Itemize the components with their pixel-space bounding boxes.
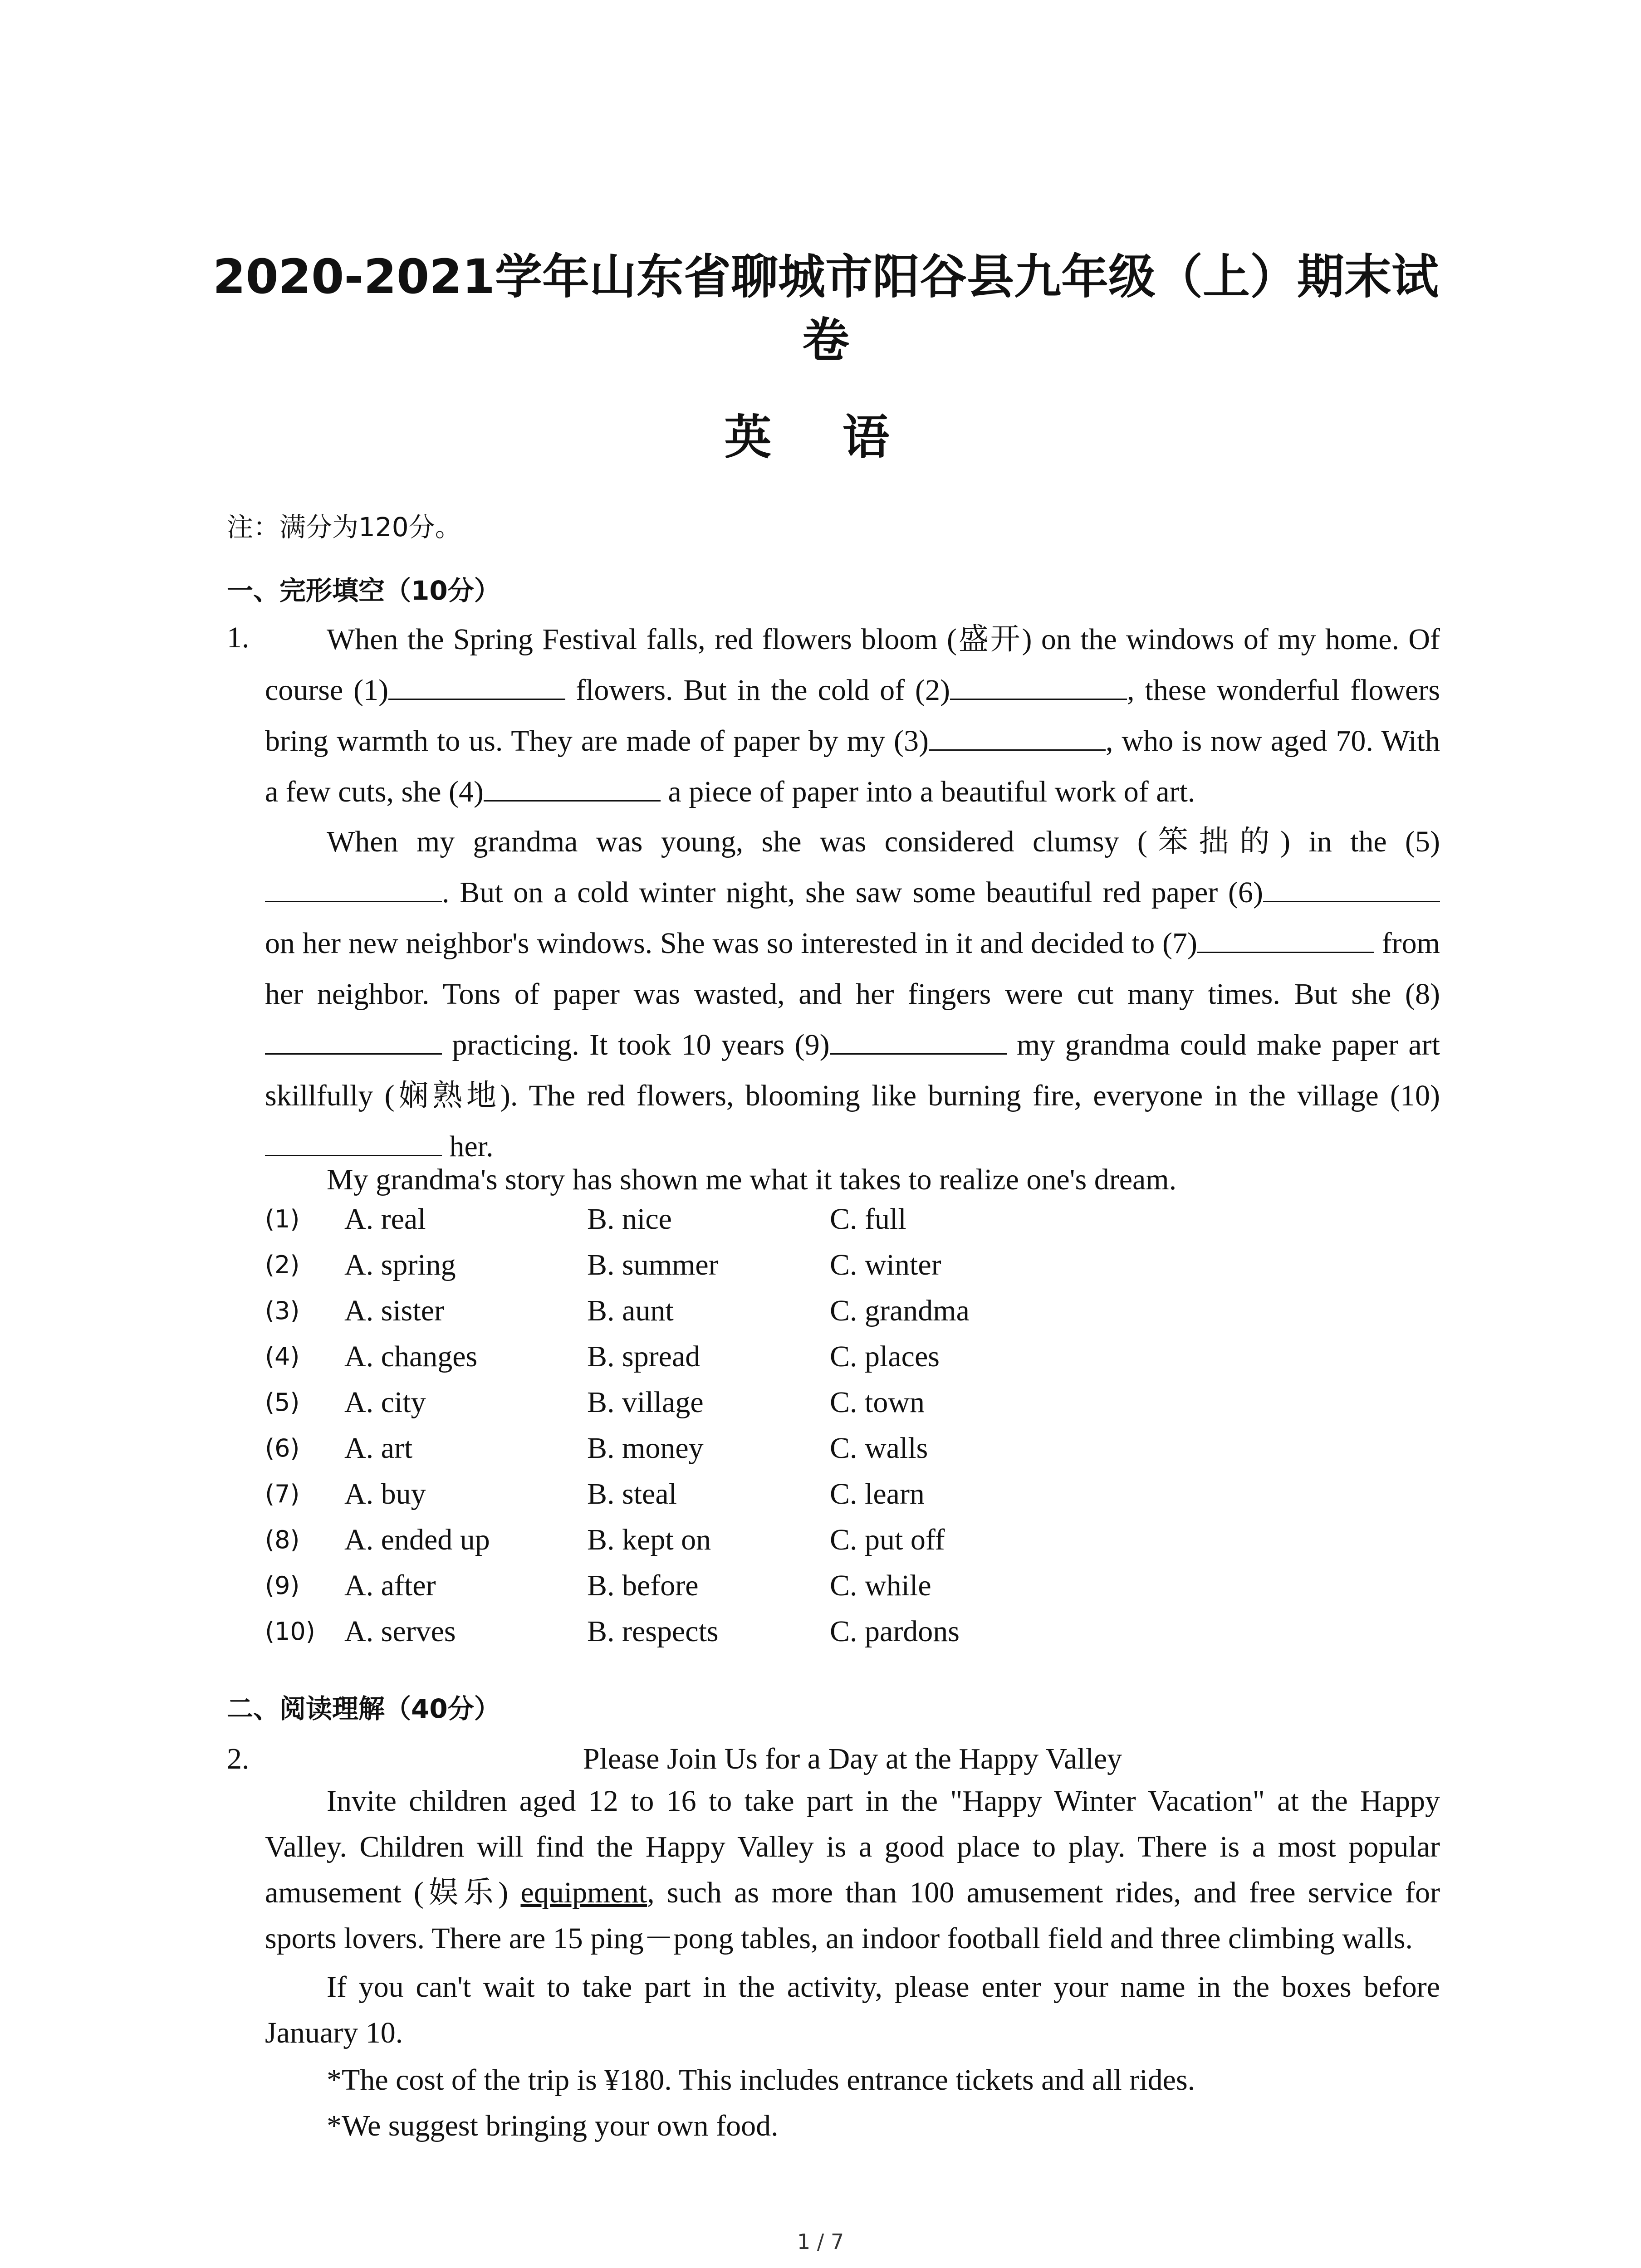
blank-2[interactable] bbox=[950, 671, 1127, 700]
cloze-paragraph-2: When my grandma was young, she was considered clumsy (笨拙的) in the (5). But on a cold winter night, she saw some beautiful red paper (6) on her new neighbor's windows. She was so interested in it and decided to (7) from her neighbor. Tons of paper was wasted, and her fingers were cut many times. But she (8) practicing. It took 10 years (9) my grandma could make paper art skillfully (娴熟地). The red flowers, blooming like burning fire, everyone in the village (10) her. bbox=[265, 825, 1440, 1163]
option-c[interactable]: C. places bbox=[830, 1340, 940, 1373]
option-a[interactable]: A. after bbox=[344, 1569, 436, 1602]
option-a[interactable]: A. buy bbox=[344, 1477, 426, 1510]
option-b[interactable]: B. before bbox=[587, 1569, 699, 1602]
option-a[interactable]: A. changes bbox=[344, 1340, 478, 1373]
option-row-4: (4) A. changes B. spread C. places bbox=[265, 1340, 940, 1373]
reading-paragraph-4: *We suggest bringing your own food. bbox=[327, 2109, 779, 2142]
option-b[interactable]: B. summer bbox=[587, 1248, 719, 1281]
score-note: 注：满分为120分。 bbox=[227, 512, 461, 543]
reading-paragraph-2: If you can't wait to take part in the activity, please enter your name in the boxes before January 10. bbox=[265, 1970, 1440, 2049]
option-row-6: (6) A. art B. money C. walls bbox=[265, 1432, 928, 1465]
option-b[interactable]: B. spread bbox=[587, 1340, 700, 1373]
section-heading-cloze: 一、完形填空（10分） bbox=[227, 575, 500, 606]
option-c[interactable]: C. pardons bbox=[830, 1615, 960, 1648]
reading-paragraph-1: Invite children aged 12 to 16 to take part in the "Happy Winter Vacation" at the Happy Valley. Children will find the Happy Valley is a good place to play. There is a most popular amusement (娱乐) equipment, such as more than 100 amusement rides, and free service for sports lovers. There are 15 ping－pong tables, an indoor football field and three climbing walls. bbox=[265, 1784, 1440, 1955]
option-a[interactable]: A. spring bbox=[344, 1248, 456, 1281]
blank-8[interactable] bbox=[265, 1026, 442, 1055]
option-a[interactable]: A. real bbox=[344, 1202, 426, 1236]
option-c[interactable]: C. walls bbox=[830, 1432, 928, 1465]
option-c[interactable]: C. winter bbox=[830, 1248, 941, 1281]
option-row-3: (3) A. sister B. aunt C. grandma bbox=[265, 1294, 970, 1327]
page-number: 1 / 7 bbox=[797, 2229, 844, 2254]
blank-5[interactable] bbox=[265, 874, 442, 902]
blank-4[interactable] bbox=[484, 773, 661, 802]
option-c[interactable]: C. while bbox=[830, 1569, 931, 1602]
cloze-paragraph-3: My grandma's story has shown me what it takes to realize one's dream. bbox=[327, 1163, 1177, 1196]
option-a[interactable]: A. sister bbox=[344, 1294, 444, 1327]
option-c[interactable]: C. full bbox=[830, 1202, 906, 1236]
subject-title: 英 语 bbox=[724, 410, 917, 465]
option-a[interactable]: A. art bbox=[344, 1432, 413, 1465]
option-row-2: (2) A. spring B. summer C. winter bbox=[265, 1248, 941, 1281]
underlined-word: equipment bbox=[520, 1876, 647, 1909]
option-a[interactable]: A. serves bbox=[344, 1615, 456, 1648]
blank-7[interactable] bbox=[1197, 924, 1374, 953]
option-b[interactable]: B. aunt bbox=[587, 1294, 674, 1327]
question-number-2: 2. bbox=[227, 1742, 250, 1775]
question-number-1: 1. bbox=[227, 621, 250, 654]
cloze-paragraph-1: When the Spring Festival falls, red flowers bloom (盛开) on the windows of my home. Of course (1) flowers. But in the cold of (2) , these wonderful flowers bring warmth to us. They are made of paper by my (3) , who is now aged 70. With a few cuts, she (4) a piece of paper into a beautiful work of art. bbox=[265, 623, 1440, 808]
option-row-9: (9) A. after B. before C. while bbox=[265, 1569, 931, 1602]
cloze-options bbox=[265, 1202, 1445, 1660]
option-row-10: (10) A. serves B. respects C. pardons bbox=[265, 1615, 960, 1648]
blank-6[interactable] bbox=[1263, 874, 1440, 902]
option-b[interactable]: B. kept on bbox=[587, 1523, 711, 1556]
option-row-8: (8) A. ended up B. kept on C. put off bbox=[265, 1523, 945, 1556]
option-a[interactable]: A. city bbox=[344, 1386, 426, 1419]
option-row-7: (7) A. buy B. steal C. learn bbox=[265, 1477, 925, 1510]
option-b[interactable]: B. village bbox=[587, 1386, 704, 1419]
option-row-5: (5) A. city B. village C. town bbox=[265, 1386, 925, 1419]
option-b[interactable]: B. money bbox=[587, 1432, 704, 1465]
blank-3[interactable] bbox=[929, 722, 1106, 751]
reading-paragraph-3: *The cost of the trip is ¥180. This includes entrance tickets and all rides. bbox=[327, 2063, 1195, 2097]
option-b[interactable]: B. respects bbox=[587, 1615, 719, 1648]
option-b[interactable]: B. steal bbox=[587, 1477, 677, 1510]
option-row-1: (1) A. real B. nice C. full bbox=[265, 1202, 906, 1236]
option-c[interactable]: C. put off bbox=[830, 1523, 945, 1556]
option-c[interactable]: C. grandma bbox=[830, 1294, 970, 1327]
blank-9[interactable] bbox=[830, 1026, 1007, 1055]
blank-10[interactable] bbox=[265, 1128, 442, 1156]
option-b[interactable]: B. nice bbox=[587, 1202, 672, 1236]
blank-1[interactable] bbox=[388, 671, 565, 700]
reading-title: Please Join Us for a Day at the Happy Valley bbox=[583, 1742, 1122, 1775]
exam-title: 2020-2021学年山东省聊城市阳谷县九年级（上）期末试卷 bbox=[212, 249, 1439, 368]
option-c[interactable]: C. learn bbox=[830, 1477, 925, 1510]
section-heading-reading: 二、阅读理解（40分） bbox=[227, 1693, 500, 1724]
option-c[interactable]: C. town bbox=[830, 1386, 925, 1419]
option-a[interactable]: A. ended up bbox=[344, 1523, 490, 1556]
